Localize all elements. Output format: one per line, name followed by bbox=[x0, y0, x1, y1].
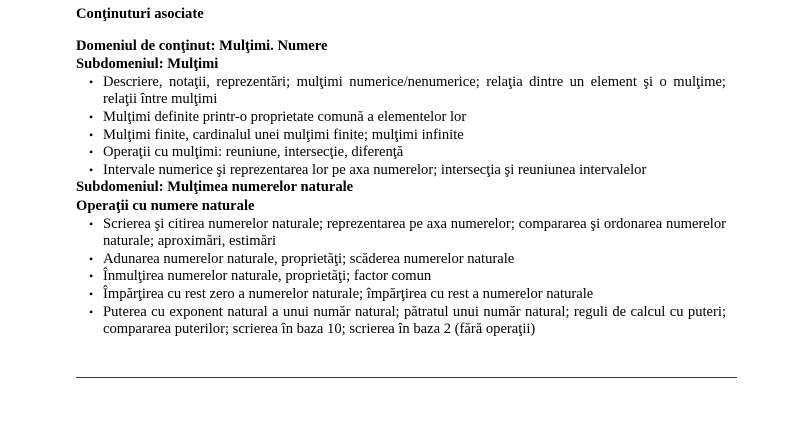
list-item-text: Descriere, notaţii, reprezentări; mulţimi numerice/nenumerice; relaţia dintre un element şi o mulţime; relaţii între mulţimi bbox=[103, 73, 726, 108]
list-item bbox=[76, 216, 726, 251]
bullet-icon: • bbox=[89, 127, 94, 142]
list-item bbox=[76, 304, 726, 339]
list-item-text: Intervale numerice şi reprezentarea lor pe axa numerelor; intersecţia şi reuniunea intervalelor bbox=[103, 161, 647, 178]
subdomain-heading-multimi: Subdomeniul: Mulţimi bbox=[76, 56, 219, 73]
operations-list bbox=[76, 216, 726, 339]
list-item bbox=[76, 127, 726, 145]
list-item-text: Înmulţirea numerelor naturale, proprietăţi; factor comun bbox=[103, 268, 432, 285]
list-item bbox=[76, 144, 726, 162]
list-item bbox=[76, 74, 726, 109]
bullet-icon: • bbox=[89, 304, 94, 319]
list-item bbox=[76, 268, 726, 286]
bullet-icon: • bbox=[89, 216, 94, 231]
list-item-text: Mulţimi definite printr-o proprietate comună a elementelor lor bbox=[103, 108, 467, 125]
section-title: Conţinuturi asociate bbox=[76, 6, 204, 22]
list-item bbox=[76, 162, 726, 180]
bullet-icon: • bbox=[89, 162, 94, 177]
bullet-icon: • bbox=[89, 74, 94, 89]
bullet-icon: • bbox=[89, 109, 94, 124]
list-item-text: Puterea cu exponent natural a unui număr natural; pătratul unui număr natural; reguli de calcul cu puteri; compararea puterilor; scrierea în baza 10; scrierea în baza 2 (fără operaţii) bbox=[103, 303, 726, 338]
list-item bbox=[76, 251, 726, 269]
document-page bbox=[76, 0, 726, 339]
list-item-text: Împărţirea cu rest zero a numerelor naturale; împărţirea cu rest a numerelor naturale bbox=[103, 285, 594, 302]
list-item bbox=[76, 286, 726, 304]
bullet-icon: • bbox=[89, 286, 94, 301]
list-item-text: Mulţimi finite, cardinalul unei mulţimi finite; mulţimi infinite bbox=[103, 126, 464, 143]
list-item-text: Adunarea numerelor naturale, proprietăţi; scăderea numerelor naturale bbox=[103, 250, 515, 267]
footer-divider bbox=[76, 377, 737, 378]
domain-heading: Domeniul de conţinut: Mulţimi. Numere bbox=[76, 37, 328, 54]
bullet-icon: • bbox=[89, 145, 94, 160]
operations-subheading: Operaţii cu numere naturale bbox=[76, 197, 255, 214]
subdomain-multimi-list bbox=[76, 74, 726, 180]
list-item-text: Scrierea şi citirea numerelor naturale; reprezentarea pe axa numerelor; compararea şi ordonarea numerelor naturale; aproximări, estimări bbox=[103, 215, 726, 250]
bullet-icon: • bbox=[89, 269, 94, 284]
bullet-icon: • bbox=[89, 251, 94, 266]
subdomain-heading-numere-naturale: Subdomeniul: Mulţimea numerelor naturale bbox=[76, 179, 354, 196]
list-item bbox=[76, 109, 726, 127]
list-item-text: Operaţii cu mulţimi: reuniune, intersecţie, diferenţă bbox=[103, 144, 404, 161]
